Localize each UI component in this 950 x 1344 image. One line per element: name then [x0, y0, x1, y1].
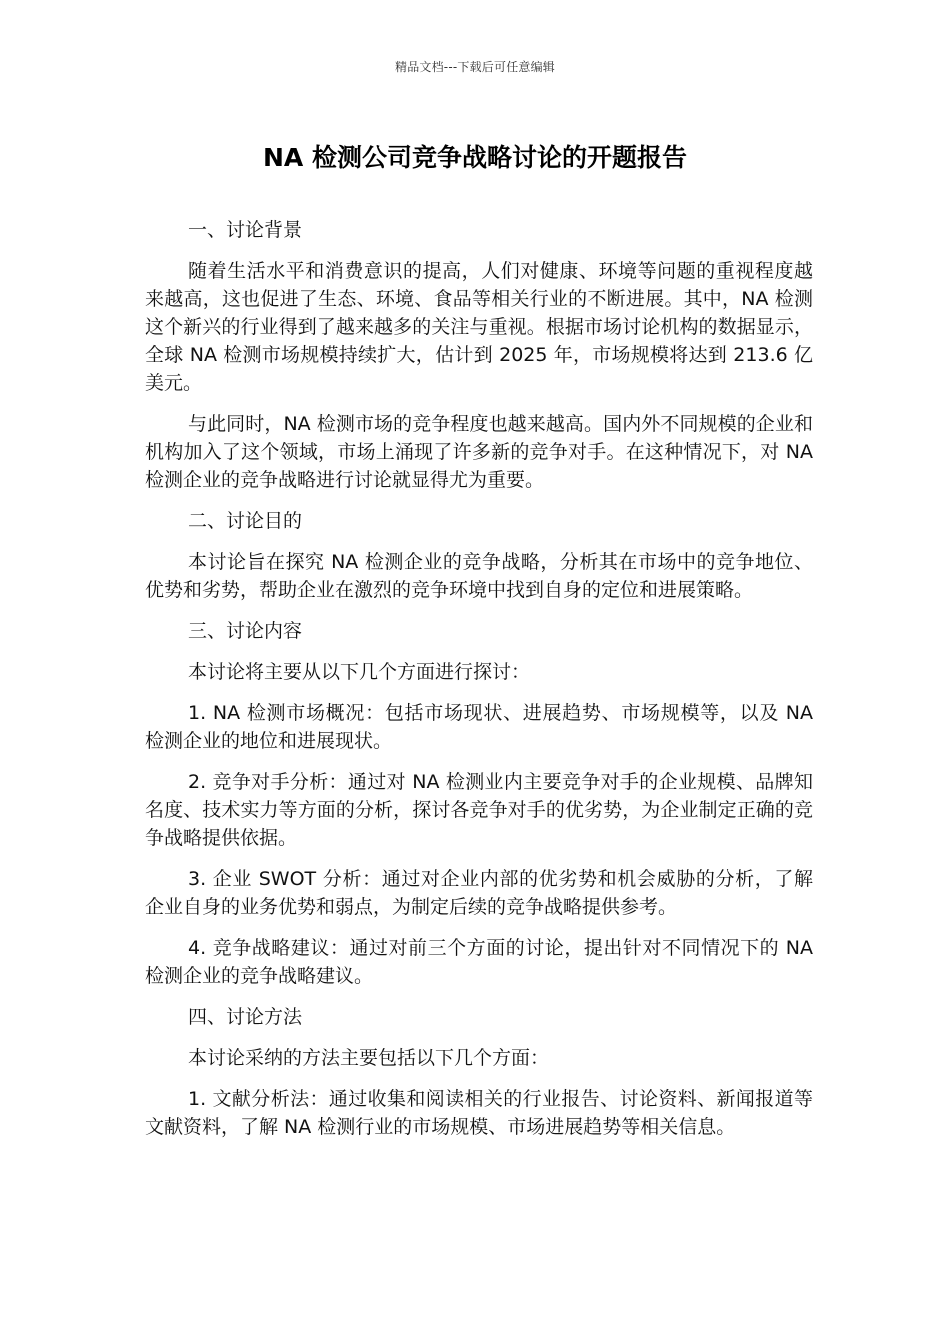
list-item: 3. 企业 SWOT 分析：通过对企业内部的优劣势和机会威胁的分析，了解企业自身的业务优势和弱点，为制定后续的竞争战略提供参考。: [145, 868, 813, 918]
document-title: NA 检测公司竞争战略讨论的开题报告: [263, 143, 687, 172]
paragraph: 随着生活水平和消费意识的提高，人们对健康、环境等问题的重视程度越来越高，这也促进了生态、环境、食品等相关行业的不断进展。其中，NA 检测这个新兴的行业得到了越来越多的关注与重视。根据市场讨论机构的数据显示，全球 NA 检测市场规模持续扩大，估计到 2025 年，市场规模将达到 213.6 亿美元。: [145, 260, 813, 394]
list-item: 1. 文献分析法：通过收集和阅读相关的行业报告、讨论资料、新闻报道等文献资料，了解 NA 检测行业的市场规模、市场进展趋势等相关信息。: [145, 1088, 813, 1138]
section-heading-method: 四、讨论方法: [188, 1006, 303, 1028]
section-heading-content: 三、讨论内容: [188, 620, 303, 642]
paragraph: 本讨论采纳的方法主要包括以下几个方面：: [188, 1047, 550, 1069]
paragraph: 本讨论旨在探究 NA 检测企业的竞争战略，分析其在市场中的竞争地位、优势和劣势，帮助企业在激烈的竞争环境中找到自身的定位和进展策略。: [145, 551, 813, 601]
list-item: 1. NA 检测市场概况：包括市场现状、进展趋势、市场规模等，以及 NA 检测企业的地位和进展现状。: [145, 702, 813, 752]
list-item: 4. 竞争战略建议：通过对前三个方面的讨论，提出针对不同情况下的 NA 检测企业的竞争战略建议。: [145, 937, 813, 987]
list-item: 2. 竞争对手分析：通过对 NA 检测业内主要竞争对手的企业规模、品牌知名度、技术实力等方面的分析，探讨各竞争对手的优劣势，为企业制定正确的竞争战略提供依据。: [145, 771, 813, 849]
section-heading-background: 一、讨论背景: [188, 219, 303, 241]
paragraph: 本讨论将主要从以下几个方面进行探讨：: [188, 661, 531, 683]
paragraph: 与此同时，NA 检测市场的竞争程度也越来越高。国内外不同规模的企业和机构加入了这个领域，市场上涌现了许多新的竞争对手。在这种情况下，对 NA 检测企业的竞争战略进行讨论就显得尤为重要。: [145, 413, 813, 491]
header-note: 精品文档---下载后可任意编辑: [395, 60, 555, 74]
document-body: [145, 216, 813, 1154]
section-heading-purpose: 二、讨论目的: [188, 510, 303, 532]
